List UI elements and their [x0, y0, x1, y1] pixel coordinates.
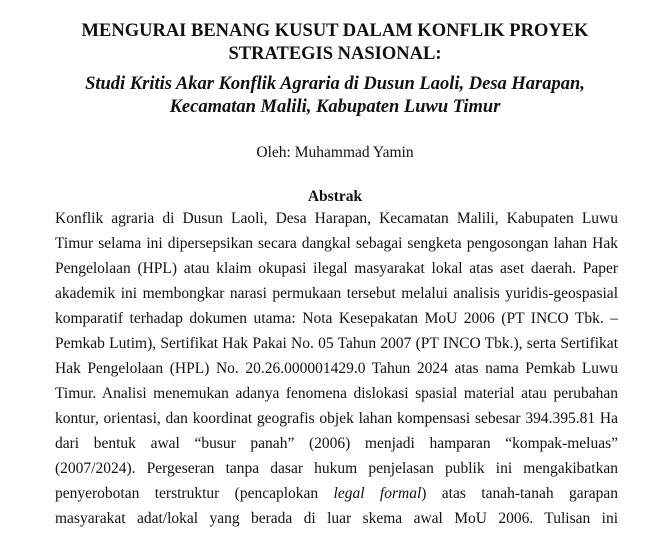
abstract-line: Pemkab Lutim), Sertifikat Hak Pakai No. 05 Tahun 2007 (PT INCO Tbk.), serta Sertifikat — [55, 335, 618, 352]
abstract-line: Pengelolaan (HPL) atau klaim okupasi ilegal masyarakat lokal atas aset daerah. Paper — [55, 260, 618, 277]
abstract-line: akademik ini membongkar narasi permukaan tersebut melalui analisis yuridis-geospasial — [55, 285, 618, 302]
abstract-line: Timur. Analisi menemukan adanya fenomena dislokasi spasial material atau perubahan — [55, 385, 618, 402]
abstract-line: Timur selama ini dipersepsikan secara dangkal sebagai sengketa pengosongan lahan Hak — [55, 235, 618, 252]
abstract-line: Konflik agraria di Dusun Laoli, Desa Harapan, Kecamatan Malili, Kabupaten Luwu — [55, 210, 618, 227]
abstract-text: ) atas tanah-tanah garapan — [421, 485, 618, 502]
abstract-line: komparatif terhadap dokumen utama: Nota Kesepakatan MoU 2006 (PT INCO Tbk. – — [55, 310, 618, 327]
abstract-line — [55, 484, 618, 504]
abstract-line: dari bentuk awal “busur panah” (2006) menjadi hamparan “kompak-meluas” — [55, 435, 618, 452]
abstract-line: (2007/2024). Pergeseran tanpa dasar hukum penjelasan publik ini mengakibatkan — [55, 460, 618, 477]
paper-subtitle-line-1: Studi Kritis Akar Konflik Agraria di Dusun Laoli, Desa Harapan, — [85, 74, 585, 94]
abstract-heading: Abstrak — [307, 188, 363, 205]
paper-title-line-2: STRATEGIS NASIONAL: — [228, 44, 442, 64]
abstract-line: kontur, orientasi, dan koordinat geografis objek lahan kompensasi sebesar 394.395.81 Ha — [55, 410, 618, 427]
paper-title-line-1: MENGURAI BENANG KUSUT DALAM KONFLIK PROYEK — [81, 21, 589, 41]
author-byline: Oleh: Muhammad Yamin — [256, 144, 414, 161]
paper-subtitle-line-2: Kecamatan Malili, Kabupaten Luwu Timur — [169, 97, 501, 117]
abstract-italic-term: legal formal — [333, 485, 422, 502]
abstract-line: masyarakat adat/lokal yang berada di luar skema awal MoU 2006. Tulisan ini — [55, 510, 618, 527]
abstract-text: penyerobotan terstruktur (pencaplokan — [55, 485, 334, 502]
abstract-line: Hak Pengelolaan (HPL) No. 20.26.000001429.0 Tahun 2024 atas nama Pemkab Luwu — [55, 360, 618, 377]
